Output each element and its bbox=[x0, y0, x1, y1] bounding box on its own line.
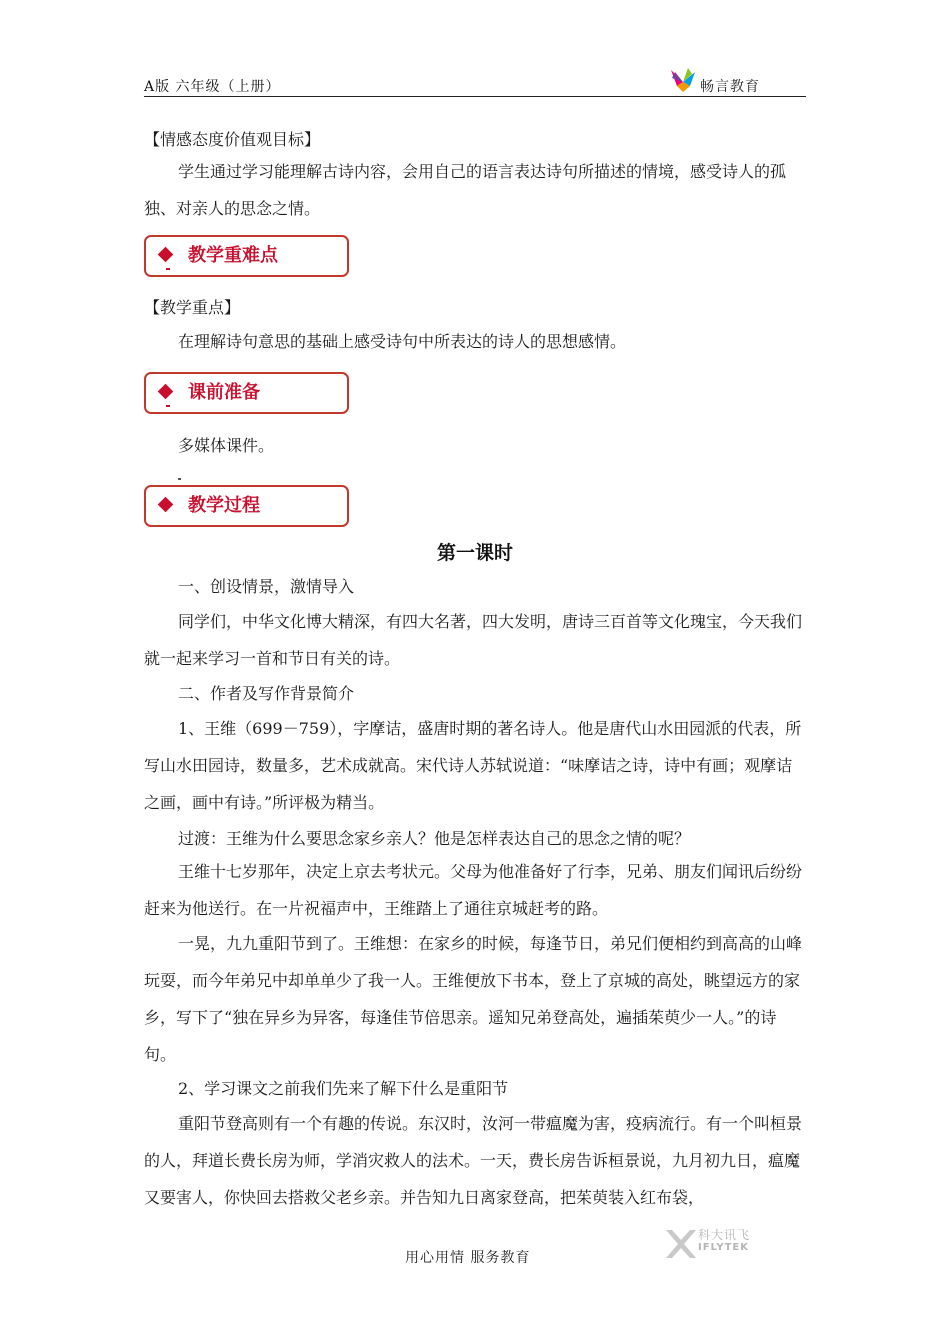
emotion-goal-text: 学生通过学习能理解古诗内容，会用自己的语言表达诗句所描述的情境，感受诗人的孤独、对亲人的思念之情。 bbox=[144, 162, 787, 218]
key-point-text: 在理解诗句意思的基础上感受诗句中所表达的诗人的思想感情。 bbox=[178, 332, 627, 351]
brand-logo-icon bbox=[668, 66, 698, 94]
section-tick-mark bbox=[166, 268, 170, 270]
part2-heading: 二、作者及写作背景简介 bbox=[178, 684, 355, 703]
chongyang-heading: 2、学习课文之前我们先来了解下什么是重阳节 bbox=[178, 1079, 509, 1098]
key-point-label: 【教学重点】 bbox=[144, 298, 241, 317]
part1-heading: 一、创设情景，激情导入 bbox=[178, 577, 355, 596]
edition-label: A版 六年级（上册） bbox=[144, 79, 281, 95]
author-text: 1、王维（699－759），字摩诘，盛唐时期的著名诗人。他是唐代山水田园派的代表，所写山水田园诗，数量多，艺术成就高。宋代诗人苏轼说道：“味摩诘之诗，诗中有画；观摩诘之画，画中有诗。”所评极为精当。 bbox=[144, 719, 802, 812]
header-divider bbox=[144, 96, 806, 97]
footer-slogan: 用心用情 服务教育 bbox=[405, 1250, 531, 1266]
section-header-key-difficult bbox=[144, 235, 349, 277]
chongyang-text: 重阳节登高则有一个有趣的传说。东汉时，汝河一带瘟魔为害，疫病流行。有一个叫桓景的人，拜道长费长房为师，学消灾救人的法术。一天，费长房告诉桓景说，九月初九日，瘟魔又要害人，你快回去搭救父老乡亲。并告知九日离家登高，把茱萸装入红布袋， bbox=[144, 1114, 803, 1207]
section-title: 教学重难点 bbox=[188, 245, 278, 266]
section-title: 课前准备 bbox=[188, 382, 260, 403]
partner-name-en: IFLYTEK bbox=[698, 1242, 750, 1253]
emotion-goal-label: 【情感态度价值观目标】 bbox=[144, 130, 321, 149]
diamond-bullet-icon bbox=[158, 384, 174, 400]
diamond-bullet-icon bbox=[158, 497, 174, 513]
part1-text: 同学们，中华文化博大精深，有四大名著，四大发明，唐诗三百首等文化瑰宝，今天我们就一起来学习一首和节日有关的诗。 bbox=[144, 612, 803, 668]
section-header-process bbox=[144, 485, 349, 527]
story-text-2: 一晃，九九重阳节到了。王维想：在家乡的时候，每逢节日，弟兄们便相约到高高的山峰玩耍，而今年弟兄中却单单少了我一人。王维便放下书本，登上了京城的高处，眺望远方的家乡，写下了“独在异乡为异客，每逢佳节倍思亲。遥知兄弟登高处，遍插茱萸少一人。”的诗句。 bbox=[144, 934, 803, 1064]
diamond-bullet-icon bbox=[158, 247, 174, 263]
brand-name: 畅言教育 bbox=[700, 79, 760, 95]
transition-text: 过渡：王维为什么要思念家乡亲人？他是怎样表达自己的思念之情的呢？ bbox=[178, 829, 691, 848]
preparation-text: 多媒体课件。 bbox=[178, 436, 275, 455]
lesson-title: 第一课时 bbox=[436, 542, 513, 564]
story-text-1: 王维十七岁那年，决定上京去考状元。父母为他准备好了行李，兄弟、朋友们闻讯后纷纷赶来为他送行。在一片祝福声中，王维踏上了通往京城赶考的路。 bbox=[144, 862, 803, 918]
stray-mark bbox=[178, 478, 181, 480]
section-title: 教学过程 bbox=[188, 495, 260, 516]
partner-name-cn: 科大讯飞 bbox=[698, 1228, 751, 1242]
section-header-preparation bbox=[144, 372, 349, 414]
section-tick-mark bbox=[166, 405, 170, 407]
